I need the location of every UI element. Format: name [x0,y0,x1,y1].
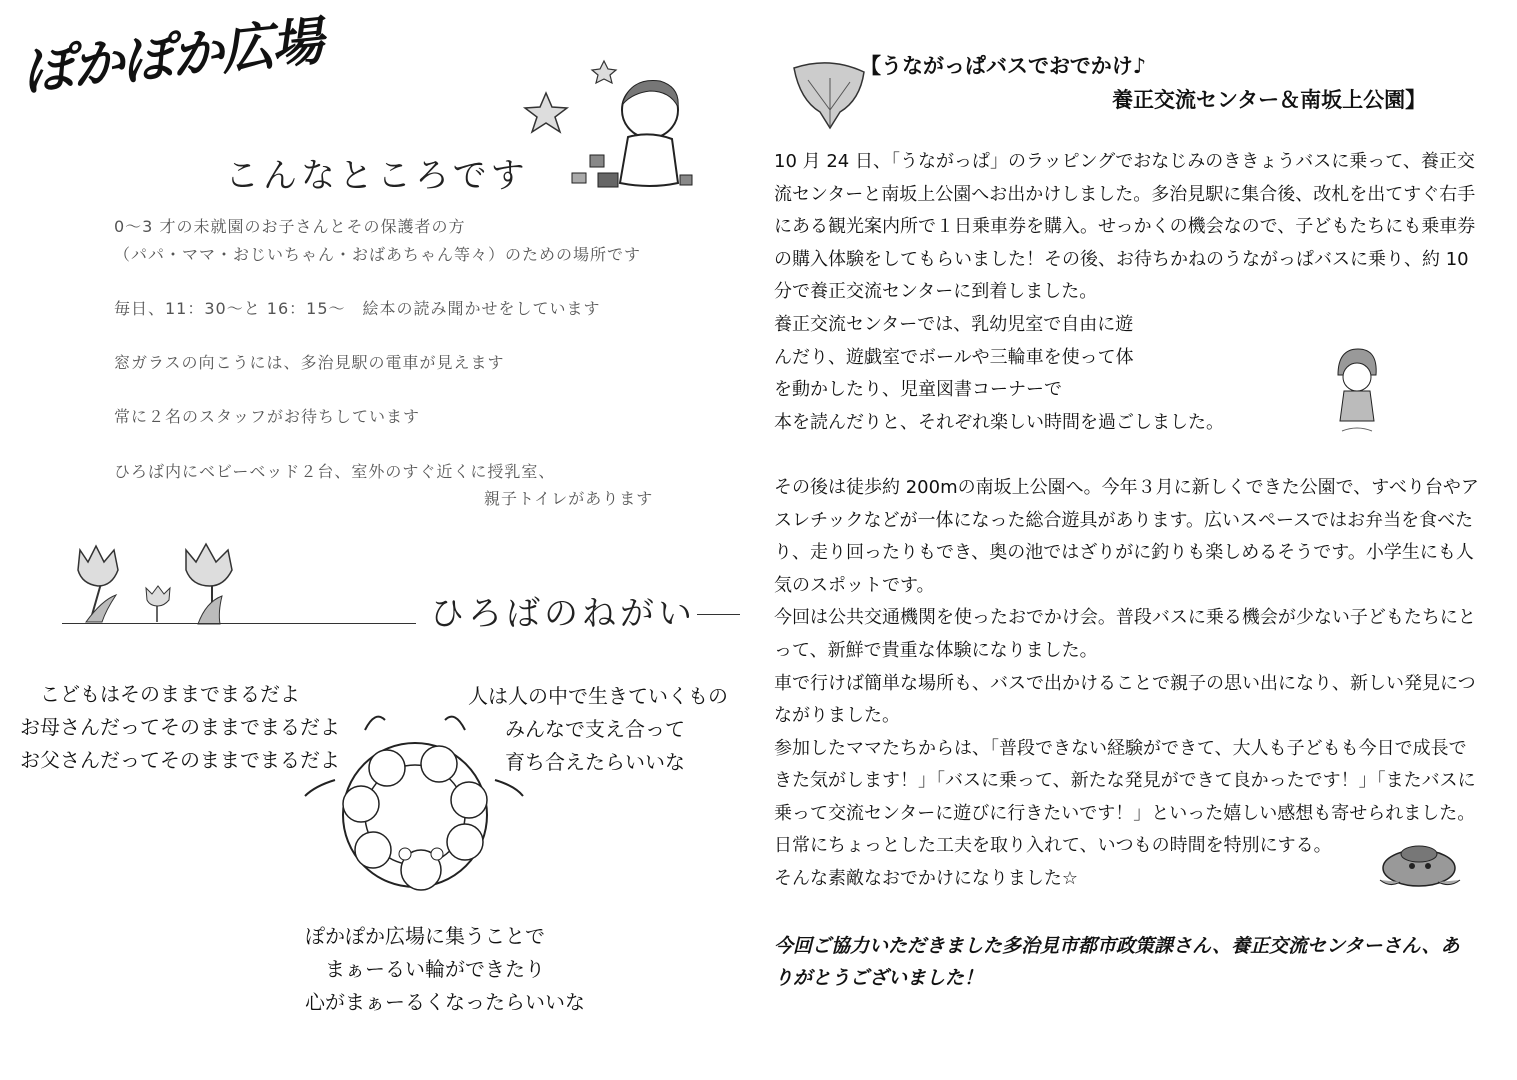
heading-rule-right [697,614,740,615]
tulip-icon [186,544,232,624]
article-body [774,146,1479,896]
large-star-icon [525,93,567,132]
poem-line: まぁーるい輪ができたり [325,957,545,981]
section-heading-wishes: ひろばのねがい [430,594,696,634]
animal-face-icon [451,782,487,818]
animal-face-icon [343,786,379,822]
info-line: 0～3 才の未就園のお子さんとその保護者の方 [114,217,466,236]
article-paragraph: 参加したママたちからは、「普段できない経験ができて、大人も子どもも今日で成長できた気がします！」「バスに乗って、新たな発見ができて良かったです！」「またバスに乗って交流センターに遊びに行きたいです！」といった嬉しい感想も寄せられました。 [774,737,1476,824]
thanks-message: 今回ご協力いただきました多治見市都市政策課さん、養正交流センターさん、ありがとうございました！ [774,935,1460,989]
article-title: 養正交流センター＆南坂上公園】 [1112,88,1427,112]
article-paragraph: 本を読んだりと、それぞれ楽しい時間を過ごしました。 [774,411,1224,433]
animal-circle-illustration [305,700,525,920]
poka-poka-hiroba-logo: ぽかぽか広場 [19,10,325,103]
heading-rule-left [62,623,416,624]
section-heading-about: こんなところです [225,156,529,196]
poem-line: こどもはそのままでまるだよ [40,682,300,706]
article-paragraph: 今回は公共交通機関を使ったおでかけ会。普段バスに乗る機会が少ない子どもたちにとって、新鮮で貴重な体験になりました。 [774,607,1476,661]
poem-line: 育ち合えたらいいな [505,750,685,774]
small-tulip-icon [146,586,170,622]
small-star-icon [592,61,616,83]
poem-line: お父さんだってそのままでまるだよ [20,748,340,772]
info-line: 常に２名のスタッフがお待ちしています [114,407,421,426]
animal-face-icon [421,746,457,782]
info-line: 窓ガラスの向こうには、多治見駅の電車が見えます [114,353,505,372]
article-title: 【うながっぱバスでおでかけ♪ [860,54,1147,78]
tulip-icon [78,546,118,622]
article-paragraph: そんな素敵なおでかけになりました☆ [774,868,1078,890]
info-line: ひろば内にベビーベッド２台、室外のすぐ近くに授乳室、 [114,462,556,481]
poem-line: お母さんだってそのままでまるだよ [20,715,340,739]
article-paragraph: その後は徒歩約 200mの南坂上公園へ。今年３月に新しくできた公園で、すべり台やアスレチックなどが一体になった総合遊具があります。広いスペースではお弁当を食べたり、走り回ったりもでき、奥の池ではざりがに釣りも楽しめるそうです。小学生にも人気のスポットです。 [774,476,1479,596]
kappa-child-illustration [1332,345,1382,435]
poem-line: ぽかぽか広場に集うことで [305,924,545,948]
baby-with-blocks-illustration [520,55,720,195]
article-paragraph: 車で行けば簡単な場所も、バスで出かけることで親子の思い出になり、新しい発見につながりました。 [774,672,1476,727]
info-line: 親子トイレがあります [484,489,654,508]
article-paragraph: 10 月 24 日、「うながっぱ」のラッピングでおなじみのききょうバスに乗って、養正交流センターと南坂上公園へお出かけしました。多治見駅に集合後、改札を出てすぐ右手にある観光案内所で１日乗車券を購入。せっかくの機会なので、子どもたちにも乗車券の購入体験をしてもらいました！その後、お待ちかねのうながっぱバスに乗り、約 10 分で養正交流センターに到着しました。 [774,151,1476,303]
info-line: （パパ・ママ・おじいちゃん・おばあちゃん等々）のための場所です [114,245,642,264]
poem-line: 心がまぁーるくなったらいいな [305,990,585,1014]
article-paragraph [774,439,1479,472]
info-line: 毎日、11：30～と 16：15～ 絵本の読み聞かせをしています [114,299,601,318]
ginkgo-leaf-icon [790,60,870,130]
poem-line: みんなで支え合って [505,717,685,741]
article-paragraph: 養正交流センターでは、乳幼児室で自由に遊んだり、遊戯室でボールや三輪車を使って体を動かしたり、児童図書コーナーで [774,313,1134,401]
animal-face-icon [447,824,483,860]
animal-face-icon [355,832,391,868]
tulips-illustration [72,540,252,630]
article-paragraph: 日常にちょっとした工夫を取り入れて、いつもの時間を特別にする。 [774,835,1332,857]
kappa-mascot-illustration [1374,842,1464,892]
poem-line: 人は人の中で生きていくもの [468,684,728,708]
animal-face-icon [369,750,405,786]
